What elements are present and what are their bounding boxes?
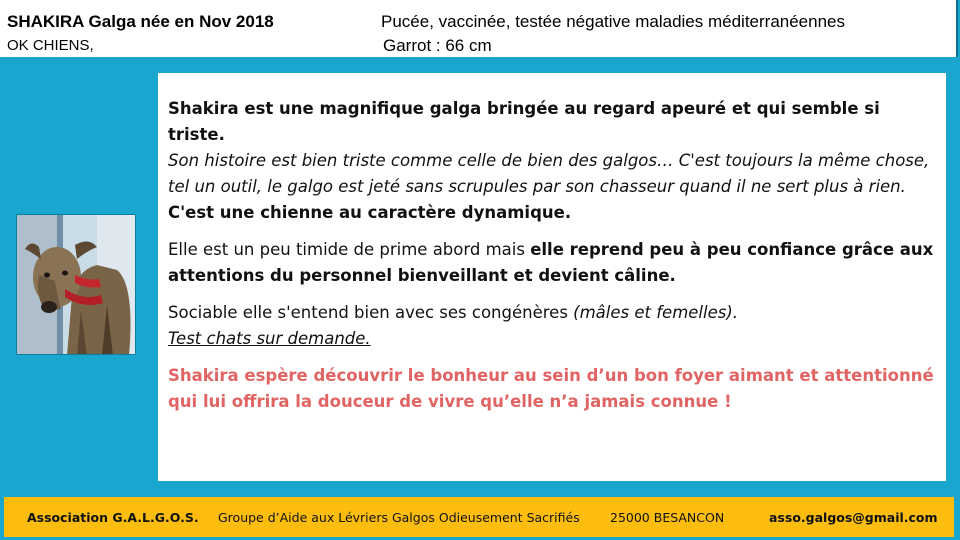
confidence-normal: Elle est un peu timide de prime abord mais xyxy=(168,240,531,259)
sociability-normal: Sociable elle s'entend bien avec ses congénères xyxy=(168,303,574,322)
footer-bar xyxy=(4,497,954,537)
association-email[interactable]: asso.galgos@gmail.com xyxy=(769,510,938,525)
sociability-italic: (mâles et femelles). xyxy=(573,303,739,322)
dog-name-title: SHAKIRA Galga née en Nov 2018 xyxy=(7,12,274,31)
health-status-text: Pucée, vaccinée, testée négative maladies méditerranéennes xyxy=(381,12,846,31)
dog-photo xyxy=(16,214,136,355)
confidence-paragraph xyxy=(168,237,938,289)
height-text: Garrot : 66 cm xyxy=(383,36,492,55)
intro-bold: Shakira est une magnifique galga bringée au regard apeuré et qui semble si triste. xyxy=(168,99,880,144)
temperament-bold: C'est une chienne au caractère dynamique. xyxy=(168,203,572,222)
association-city: 25000 BESANCON xyxy=(610,510,725,525)
compatibility-text: OK CHIENS, xyxy=(7,37,94,54)
confidence-bold: elle reprend peu à peu confiance grâce aux attentions du personnel bienveillant et devient câline. xyxy=(168,240,934,285)
cat-test-note: Test chats sur demande. xyxy=(168,329,371,348)
description-text xyxy=(168,96,938,415)
description-card xyxy=(158,73,946,481)
association-name: Association G.A.L.G.O.S. xyxy=(27,510,199,525)
adoption-wish: Shakira espère découvrir le bonheur au sein d’un bon foyer aimant et attentionné qui lui offrira la douceur de vivre qu’elle n’a jamais connue ! xyxy=(168,366,934,411)
association-fullname: Groupe d’Aide aux Lévriers Galgos Odieusement Sacrifiés xyxy=(218,510,580,525)
header-banner xyxy=(0,0,958,57)
sociability-paragraph xyxy=(168,300,938,326)
story-italic: Son histoire est bien triste comme celle de bien des galgos… C'est toujours la même chose, tel un outil, le galgo est jeté sans scrupules par son chasseur quand il ne sert plus à rien. xyxy=(168,151,930,196)
